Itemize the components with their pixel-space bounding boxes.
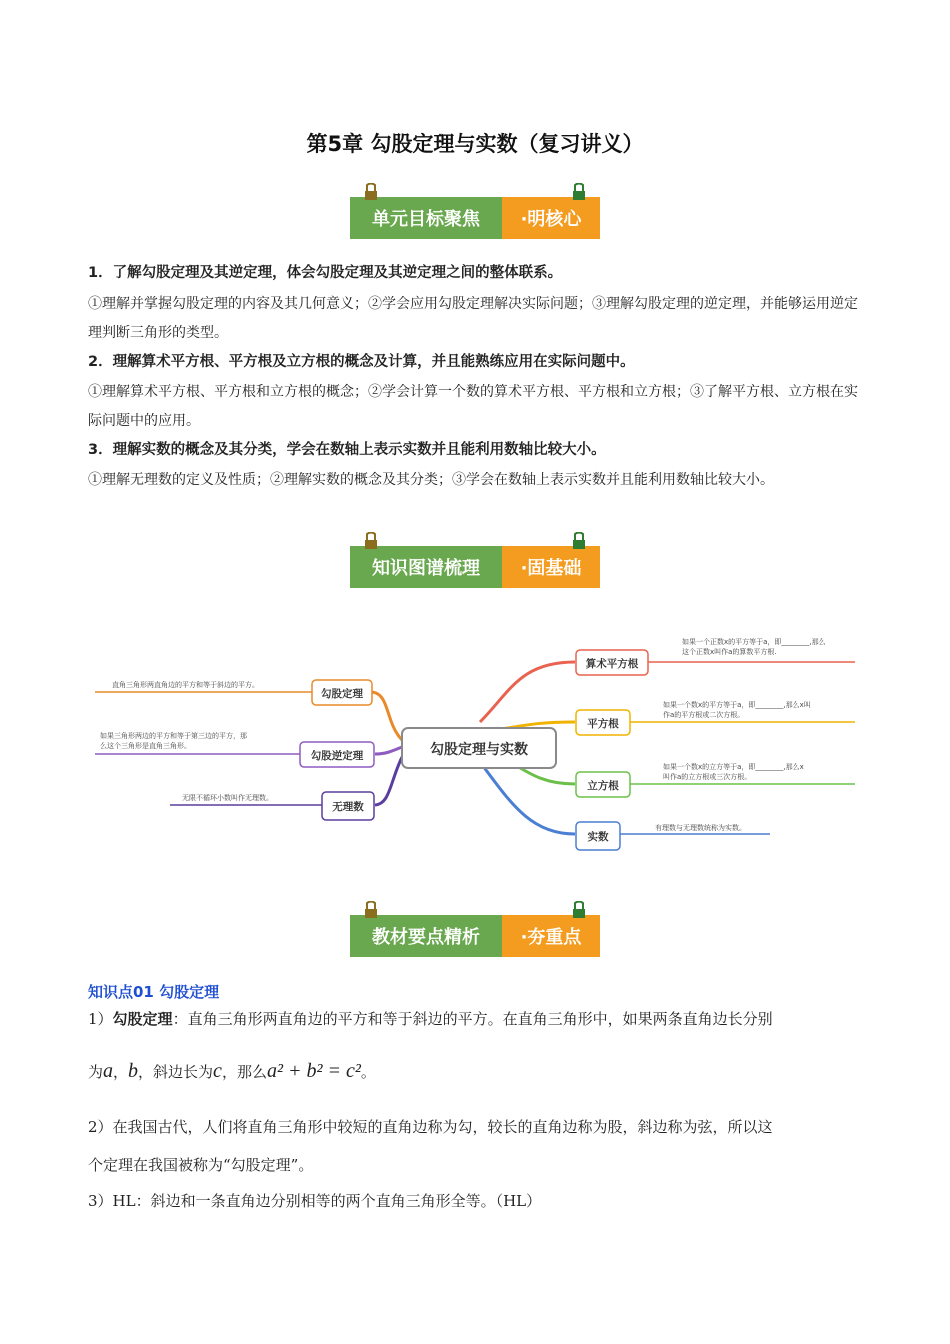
branch-line (372, 692, 402, 740)
variable-c: c (213, 1060, 222, 1082)
objective-heading: 2．理解算术平方根、平方根及立方根的概念及计算，并且能熟练应用在实际问题中。 (88, 354, 635, 370)
banner-right-text: ·明核心 (502, 197, 600, 239)
branch-line (375, 747, 402, 754)
mindmap-node-label: 无理数 (332, 801, 364, 813)
paragraph-2-line-2: 个定理在我国被称为“勾股定理”。 (88, 1156, 314, 1174)
mindmap-node-label: 勾股逆定理 (310, 750, 364, 762)
mindmap-node-label: 实数 (587, 831, 609, 843)
mindmap-note: 如果一个数x的立方等于a，即________,那么x (663, 763, 804, 771)
text: 为 (88, 1063, 104, 1081)
mindmap-center-label: 勾股定理与实数 (430, 742, 528, 758)
section-banner-key-points (350, 915, 600, 957)
binder-clip-icon (362, 901, 380, 919)
mindmap-node-label: 算术平方根 (585, 658, 639, 670)
variable-b: b (128, 1060, 139, 1082)
section-banner-knowledge-map (350, 546, 600, 588)
binder-clip-icon (570, 183, 588, 201)
paragraph-1-line-2 (88, 1056, 868, 1087)
mind-map (90, 612, 860, 862)
mindmap-note: 如果三角形两边的平方和等于第三边的平方，那 (100, 732, 247, 740)
knowledge-point-title: 知识点01 勾股定理 (88, 983, 220, 1001)
paragraph-1 (88, 1004, 868, 1034)
mindmap-note: 这个正数x叫作a的算数平方根. (682, 648, 777, 656)
text: ，斜边长为 (138, 1063, 214, 1081)
branch-line (480, 662, 575, 722)
mindmap-note: 有理数与无理数统称为实数。 (655, 824, 746, 832)
objective-heading: 3．理解实数的概念及其分类，学会在数轴上表示实数并且能利用数轴比较大小。 (88, 442, 606, 458)
objective-detail: ①理解算术平方根、平方根和立方根的概念；②学会计算一个数的算术平方根、平方根和立方根；③了解平方根、立方根在实际问题中的应用。 (88, 384, 858, 429)
text: ， (113, 1063, 129, 1081)
text: ，那么 (221, 1063, 267, 1081)
banner-left-text: 知识图谱梳理 (350, 546, 502, 588)
page-title: 第5章 勾股定理与实数（复习讲义） (306, 132, 644, 156)
binder-clip-icon (362, 183, 380, 201)
banner-left-text: 单元目标聚焦 (350, 197, 502, 239)
mindmap-note: 作a的平方根或二次方根。 (663, 711, 745, 719)
banner-left-text: 教材要点精析 (350, 915, 502, 957)
mindmap-note: 直角三角形两直角边的平方和等于斜边的平方。 (112, 681, 259, 689)
mindmap-node-label: 立方根 (587, 780, 619, 792)
mindmap-node-label: 平方根 (587, 718, 619, 730)
mindmap-node-label: 勾股定理 (321, 688, 363, 700)
paragraph-number: 1） (88, 1010, 113, 1028)
branch-line (375, 757, 402, 805)
mindmap-note: 如果一个正数x的平方等于a，即________,那么 (682, 638, 826, 646)
objective-detail: ①理解并掌握勾股定理的内容及其几何意义；②学会应用勾股定理解决实际问题；③理解勾股定理的逆定理，并能够运用逆定理判断三角形的类型。 (88, 296, 858, 341)
binder-clip-icon (570, 901, 588, 919)
paragraph-text: ：直角三角形两直角边的平方和等于斜边的平方。在直角三角形中，如果两条直角边长分别 (172, 1010, 773, 1028)
objective-detail: ①理解无理数的定义及性质；②理解实数的概念及其分类；③学会在数轴上表示实数并且能利用数轴比较大小。 (88, 472, 774, 488)
banner-right-text: ·固基础 (502, 546, 600, 588)
mindmap-note: 如果一个数x的平方等于a，即________,那么x叫 (663, 701, 811, 709)
paragraph-2: 2）在我国古代，人们将直角三角形中较短的直角边称为勾，较长的直角边称为股，斜边称为弦，所以这 (88, 1118, 773, 1136)
text: 。 (360, 1063, 376, 1081)
banner-right-text: ·夯重点 (502, 915, 600, 957)
pythagorean-formula: a² + b² = c² (266, 1060, 361, 1082)
mindmap-note: 么这个三角形是直角三角形。 (100, 742, 191, 750)
variable-a: a (103, 1060, 114, 1082)
term-bold: 勾股定理 (112, 1010, 173, 1028)
mindmap-note: 无限不循环小数叫作无理数。 (182, 794, 273, 802)
section-banner-goals (350, 197, 600, 239)
binder-clip-icon (570, 532, 588, 550)
mindmap-note: 叫作a的立方根或三次方根。 (663, 773, 752, 781)
objective-heading: 1．了解勾股定理及其逆定理，体会勾股定理及其逆定理之间的整体联系。 (88, 265, 563, 281)
binder-clip-icon (362, 532, 380, 550)
paragraph-3: 3）HL：斜边和一条直角边分别相等的两个直角三角形全等。（HL） (88, 1192, 542, 1210)
